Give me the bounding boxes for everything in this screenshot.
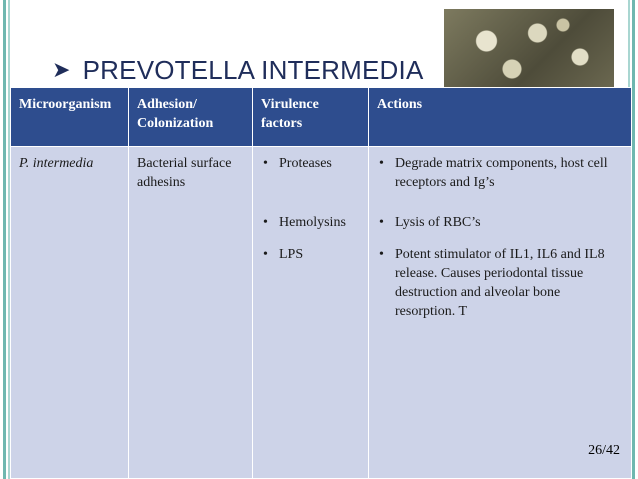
list-item: • Potent stimulator of IL1, IL6 and IL8 release. Causes periodontal tissue destruction and alveolar bone resorption. T	[377, 245, 623, 321]
list-item: • Degrade matrix components, host cell receptors and Ig’s	[377, 154, 623, 192]
list-item: • LPS	[261, 245, 360, 264]
right-decor-stripe	[632, 0, 635, 479]
slide-title-text: PREVOTELLA INTERMEDIA	[82, 54, 424, 85]
table-row	[11, 147, 632, 479]
arrow-bullet-icon: ➤	[52, 57, 71, 82]
cell-adhesion: Bacterial surface adhesins	[129, 147, 253, 479]
page-number: 26/42	[588, 443, 620, 458]
virulence-table	[10, 87, 632, 479]
bacteria-micrograph-image	[444, 9, 614, 89]
left-decor-stripe	[3, 0, 6, 479]
table-header-row	[11, 88, 632, 147]
header-actions: Actions	[369, 88, 632, 147]
cell-actions	[369, 147, 632, 479]
list-item: • Hemolysins	[261, 213, 360, 232]
list-item: • Proteases	[261, 154, 360, 173]
cell-virulence	[253, 147, 369, 479]
list-item: • Lysis of RBC’s	[377, 213, 623, 232]
header-adhesion: Adhesion/ Colonization	[129, 88, 253, 147]
cell-organism: P. intermedia	[11, 147, 129, 479]
header-microorganism: Microorganism	[11, 88, 129, 147]
slide-title	[52, 52, 423, 88]
header-virulence: Virulence factors	[253, 88, 369, 147]
